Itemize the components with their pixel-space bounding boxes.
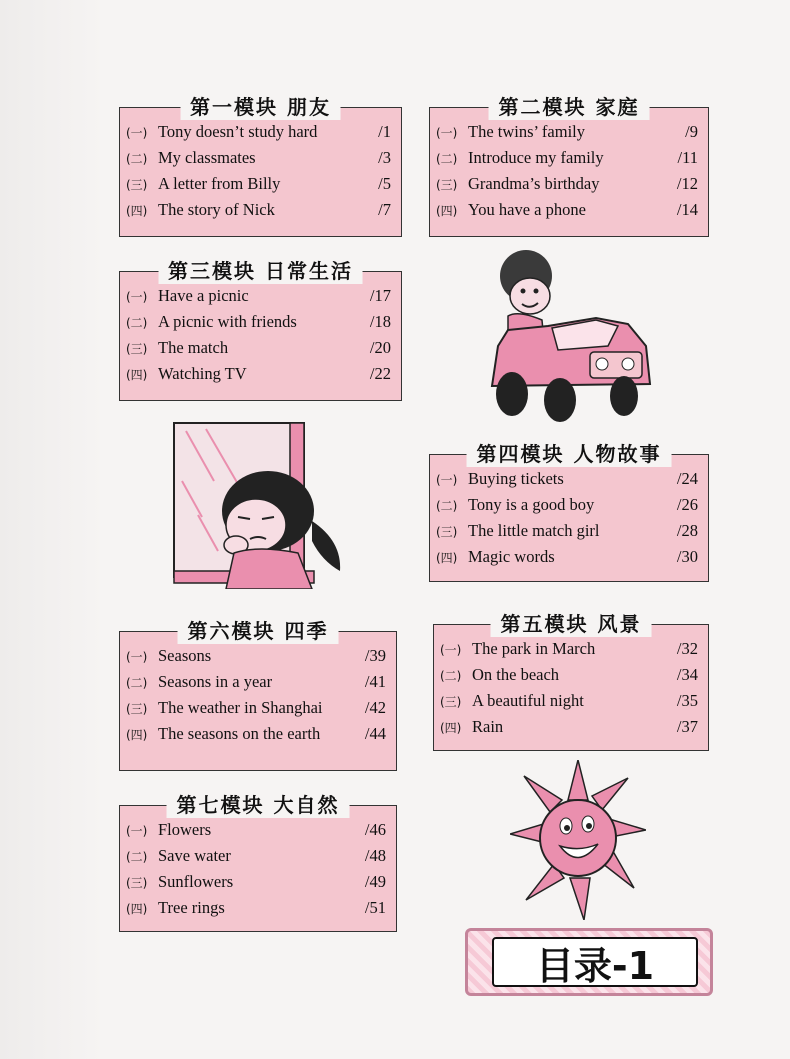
entry-number: (三): [126, 701, 148, 716]
entry-page: /41: [364, 672, 386, 691]
toc-entry[interactable]: [430, 466, 708, 492]
entry-page: /39: [364, 646, 386, 665]
entry-title: Have a picnic: [158, 286, 249, 305]
toc-entry[interactable]: [120, 309, 401, 335]
toc-entry[interactable]: [120, 869, 396, 895]
module-title: 第七模块 大自然: [167, 789, 350, 818]
entry-number: (一): [126, 649, 148, 664]
entry-page: /12: [676, 174, 698, 193]
entry-number: (二): [436, 151, 458, 166]
entry-title: Introduce my family: [468, 148, 604, 167]
module-title: 第四模块 人物故事: [467, 438, 672, 467]
entry-number: (一): [436, 125, 458, 140]
entry-number: (二): [440, 668, 462, 683]
toc-entry[interactable]: [430, 518, 708, 544]
entry-page: /44: [364, 724, 386, 743]
entry-page: /18: [369, 312, 391, 331]
entry-page: /20: [369, 338, 391, 357]
entry-page: /37: [676, 717, 698, 736]
entry-page: /14: [676, 200, 698, 219]
entry-page: /34: [676, 665, 698, 684]
girl-window-illustration: [172, 421, 364, 589]
entry-title: Grandma’s birthday: [468, 174, 600, 193]
entry-number: (四): [126, 901, 148, 916]
entry-title: Tony is a good boy: [468, 495, 595, 514]
toc-entry[interactable]: [120, 695, 396, 721]
toc-entry[interactable]: [120, 669, 396, 695]
entry-page: /1: [378, 122, 391, 141]
car-illustration: [478, 246, 658, 424]
entry-title: Buying tickets: [468, 469, 564, 488]
module-title: 第五模块 风景: [491, 608, 652, 637]
entry-number: (一): [126, 289, 148, 304]
entry-number: (一): [126, 125, 148, 140]
toc-entry[interactable]: [434, 714, 708, 740]
toc-entry[interactable]: [120, 145, 401, 171]
toc-entry[interactable]: [120, 843, 396, 869]
car-wheel: [496, 372, 528, 416]
entry-title: Seasons: [158, 646, 212, 665]
entry-title: Tree rings: [158, 898, 225, 917]
toc-entry[interactable]: [430, 492, 708, 518]
module-title: 第六模块 四季: [178, 615, 339, 644]
toc-entry[interactable]: [120, 895, 396, 921]
entry-title: Watching TV: [158, 364, 247, 383]
entry-number: (四): [436, 550, 458, 565]
entry-page: /17: [369, 286, 391, 305]
entry-title: The seasons on the earth: [158, 724, 321, 743]
sun-face: [540, 800, 616, 876]
entry-number: (二): [436, 498, 458, 513]
entry-page: /26: [676, 495, 698, 514]
entry-page: /5: [378, 174, 391, 193]
toc-entry[interactable]: [434, 688, 708, 714]
entry-title: A picnic with friends: [158, 312, 297, 331]
entry-page: /28: [676, 521, 698, 540]
boy-face: [510, 278, 550, 314]
entry-page: /51: [364, 898, 386, 917]
toc-entry[interactable]: [120, 721, 396, 747]
contents-banner: [465, 928, 713, 996]
entry-title: Sunflowers: [158, 872, 234, 891]
module-4: [429, 442, 709, 582]
entry-page: /30: [676, 547, 698, 566]
entry-number: (四): [440, 720, 462, 735]
toc-entry[interactable]: [430, 544, 708, 570]
entry-number: (四): [126, 367, 148, 382]
entry-title: On the beach: [472, 665, 560, 684]
entry-page: /7: [378, 200, 391, 219]
toc-entry[interactable]: [430, 119, 708, 145]
module-3: [119, 259, 402, 401]
entry-number: (一): [436, 472, 458, 487]
toc-entry[interactable]: [434, 636, 708, 662]
toc-entry[interactable]: [120, 171, 401, 197]
module-1: [119, 95, 402, 237]
toc-entry[interactable]: [120, 197, 401, 223]
entry-page: /22: [369, 364, 391, 383]
entry-page: /9: [685, 122, 698, 141]
entry-page: /32: [676, 639, 698, 658]
entry-title: Tony doesn’t study hard: [158, 122, 318, 141]
toc-entry[interactable]: [434, 662, 708, 688]
entry-title: The story of Nick: [158, 200, 275, 219]
module-5: [433, 612, 709, 751]
entry-title: Seasons in a year: [158, 672, 273, 691]
page-edge-shadow: [0, 0, 104, 1059]
entry-title: The little match girl: [468, 521, 600, 540]
module-title: 第三模块 日常生活: [158, 255, 363, 284]
module-title: 第二模块 家庭: [489, 91, 650, 120]
entry-number: (一): [126, 823, 148, 838]
entry-page: /42: [364, 698, 386, 717]
entry-title: A letter from Billy: [158, 174, 281, 193]
module-6: [119, 619, 397, 771]
module-title: 第一模块 朋友: [180, 91, 341, 120]
toc-entry[interactable]: [120, 817, 396, 843]
entry-title: Rain: [472, 717, 504, 736]
entry-page: /3: [378, 148, 391, 167]
entry-number: (四): [126, 203, 148, 218]
entry-page: /35: [676, 691, 698, 710]
entry-page: /11: [677, 148, 698, 167]
entry-number: (三): [126, 875, 148, 890]
sun-illustration: [510, 760, 646, 920]
entry-number: (三): [436, 524, 458, 539]
toc-entry[interactable]: [120, 335, 401, 361]
module-2: [429, 95, 709, 237]
car-wheel: [544, 378, 576, 422]
toc-entry[interactable]: [120, 643, 396, 669]
entry-title: A beautiful night: [472, 691, 584, 710]
entry-title: The twins’ family: [468, 122, 585, 141]
entry-title: The match: [158, 338, 229, 357]
banner-label: 目录-1: [492, 937, 698, 987]
entry-title: The park in March: [472, 639, 596, 658]
entry-number: (二): [126, 151, 148, 166]
entry-page: /46: [364, 820, 386, 839]
entry-title: The weather in Shanghai: [158, 698, 323, 717]
girl-dress: [226, 549, 312, 589]
entry-page: /24: [676, 469, 698, 488]
entry-title: My classmates: [158, 148, 256, 167]
entry-page: /49: [364, 872, 386, 891]
entry-page: /48: [364, 846, 386, 865]
entry-title: Flowers: [158, 820, 212, 839]
entry-number: (三): [436, 177, 458, 192]
toc-entry[interactable]: [430, 171, 708, 197]
entry-number: (四): [436, 203, 458, 218]
entry-number: (四): [126, 727, 148, 742]
entry-number: (二): [126, 315, 148, 330]
entry-number: (一): [440, 642, 462, 657]
entry-title: Magic words: [468, 547, 555, 566]
toc-entry[interactable]: [120, 283, 401, 309]
car-wheel: [610, 376, 638, 416]
toc-entry[interactable]: [120, 119, 401, 145]
entry-number: (三): [126, 341, 148, 356]
entry-number: (二): [126, 849, 148, 864]
entry-number: (三): [440, 694, 462, 709]
toc-entry[interactable]: [120, 361, 401, 387]
toc-entry[interactable]: [430, 145, 708, 171]
entry-title: You have a phone: [468, 200, 586, 219]
entry-number: (三): [126, 177, 148, 192]
entry-number: (二): [126, 675, 148, 690]
module-7: [119, 793, 397, 932]
entry-title: Save water: [158, 846, 231, 865]
toc-entry[interactable]: [430, 197, 708, 223]
